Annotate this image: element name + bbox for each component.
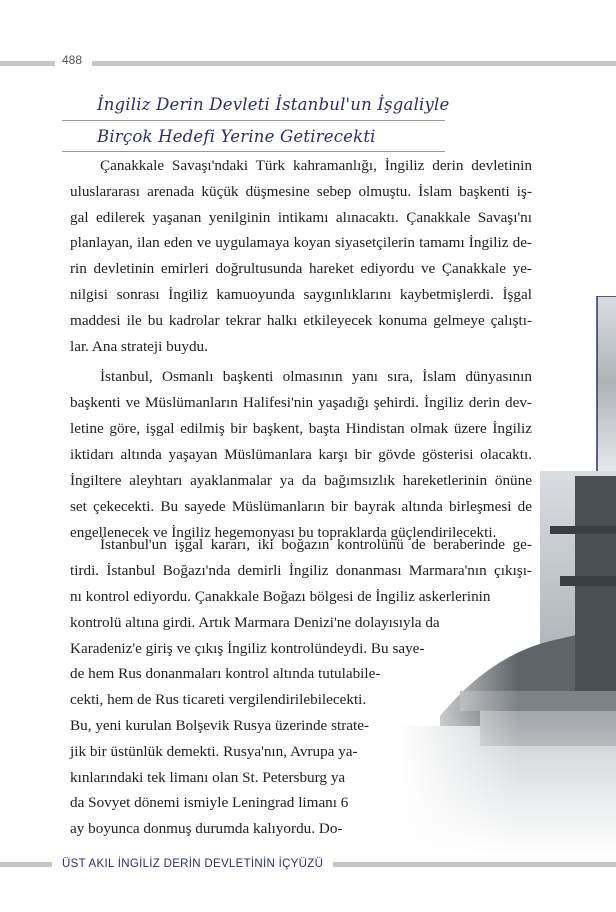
text-line: de hem Rus donanmaları kontrol altında tutulabile- [70, 665, 381, 682]
text-line: uluslararası arenada küçük düşmesine sebep olmuştu. İslam başkenti iş- [70, 183, 532, 200]
text-line: da Sovyet dönemi ismiyle Leningrad limanı 6 [70, 794, 349, 811]
title-underline [62, 120, 445, 121]
footer-rule-left [0, 862, 52, 867]
running-footer-title: ÜST AKIL İNGİLİZ DERİN DEVLETİNİN İÇYÜZÜ [62, 858, 324, 870]
footer-rule-right [333, 862, 616, 867]
text-line: iktidarı altında yaşayan Müslümanlara karşı bir gövde gösterisi olacaktı. [70, 446, 532, 463]
text-line: lar. Ana strateji buydu. [70, 338, 208, 355]
page-number: 488 [62, 53, 83, 67]
text-line: cekti, hem de Rus ticareti vergilendirilebilecekti. [70, 691, 367, 708]
text-line: nilgisi sonrası İngiliz kamuoyunda saygınlıklarını kaybetmişlerdi. İşgal [70, 286, 532, 303]
title-underline [62, 151, 445, 152]
text-line: kontrolü altına girdi. Artık Marmara Denizi'ne dolayısıyla da [70, 614, 440, 631]
text-line: Karadeniz'e giriş ve çıkış İngiliz kontrolündeydi. Bu saye- [70, 640, 425, 657]
text-line: tirdi. İstanbul Boğazı'nda demirli İngiliz donanması Marmara'nın çıkışı- [70, 562, 532, 579]
section-title-line-2: Birçok Hedefi Yerine Getirecekti [97, 127, 376, 146]
section-title-line-1: İngiliz Derin Devleti İstanbul'un İşgaliyle [97, 95, 450, 114]
text-line: ay boyunca donmuş durumda kalıyordu. Do- [70, 820, 343, 837]
text-line: maddesi ile bu kadrolar tekrar halkı etkileyecek konuma gelmeye çalıştı- [70, 312, 532, 329]
text-line: planlayan, ilan eden ve uygulamaya koyan siyasetçilerin tamamı İngiliz de- [70, 234, 532, 251]
text-line: nı kontrol ediyordu. Çanakkale Boğazı bölgesi de İngiliz askerlerinin [70, 588, 491, 605]
text-line: set çekecekti. Bu sayede Müslümanların bir bayrak altında birleşmesi de [70, 498, 532, 515]
text-line: Bu, yeni kurulan Bolşevik Rusya üzerinde strate- [70, 717, 370, 734]
header-rule-left [0, 61, 55, 66]
text-line: kınlarındaki tek limanı olan St. Petersburg ya [70, 769, 346, 786]
text-line: başkenti ve Müslümanların Halifesi'nin yaşadığı şehirdi. İngiliz derin dev- [70, 394, 532, 411]
text-line: letine göre, işgal edilmiş bir başkent, başta Hindistan olmak üzere İngiliz [70, 420, 532, 437]
text-line: engellenecek ve İngiliz hegemonyası bu topraklarda güçlendirilecekti. [70, 524, 497, 541]
text-line: rin devletinin emirleri doğrultusunda hareket ediyordu ve Çanakkale ye- [70, 260, 532, 277]
text-line: İstanbul'un işgal kararı, iki boğazın kontrolünü de beraberinde ge- [100, 536, 532, 553]
header-rule-right [92, 61, 616, 66]
text-line: İstanbul, Osmanlı başkenti olmasının yanı sıra, İslam dünyasının [100, 368, 532, 385]
text-line: jik bir üstünlük demekti. Rusya'nın, Avrupa ya- [70, 743, 358, 760]
text-line: gal edilerek yaşanan yenilginin intikamı alınacaktı. Çanakkale Savaşı'nı [70, 209, 532, 226]
text-line: Çanakkale Savaşı'ndaki Türk kahramanlığı, İngiliz derin devletinin [100, 157, 532, 174]
text-line: İngiltere aleyhtarı ayaklanmalar ya da bağımsızlık hareketlerinin önüne [70, 472, 532, 489]
